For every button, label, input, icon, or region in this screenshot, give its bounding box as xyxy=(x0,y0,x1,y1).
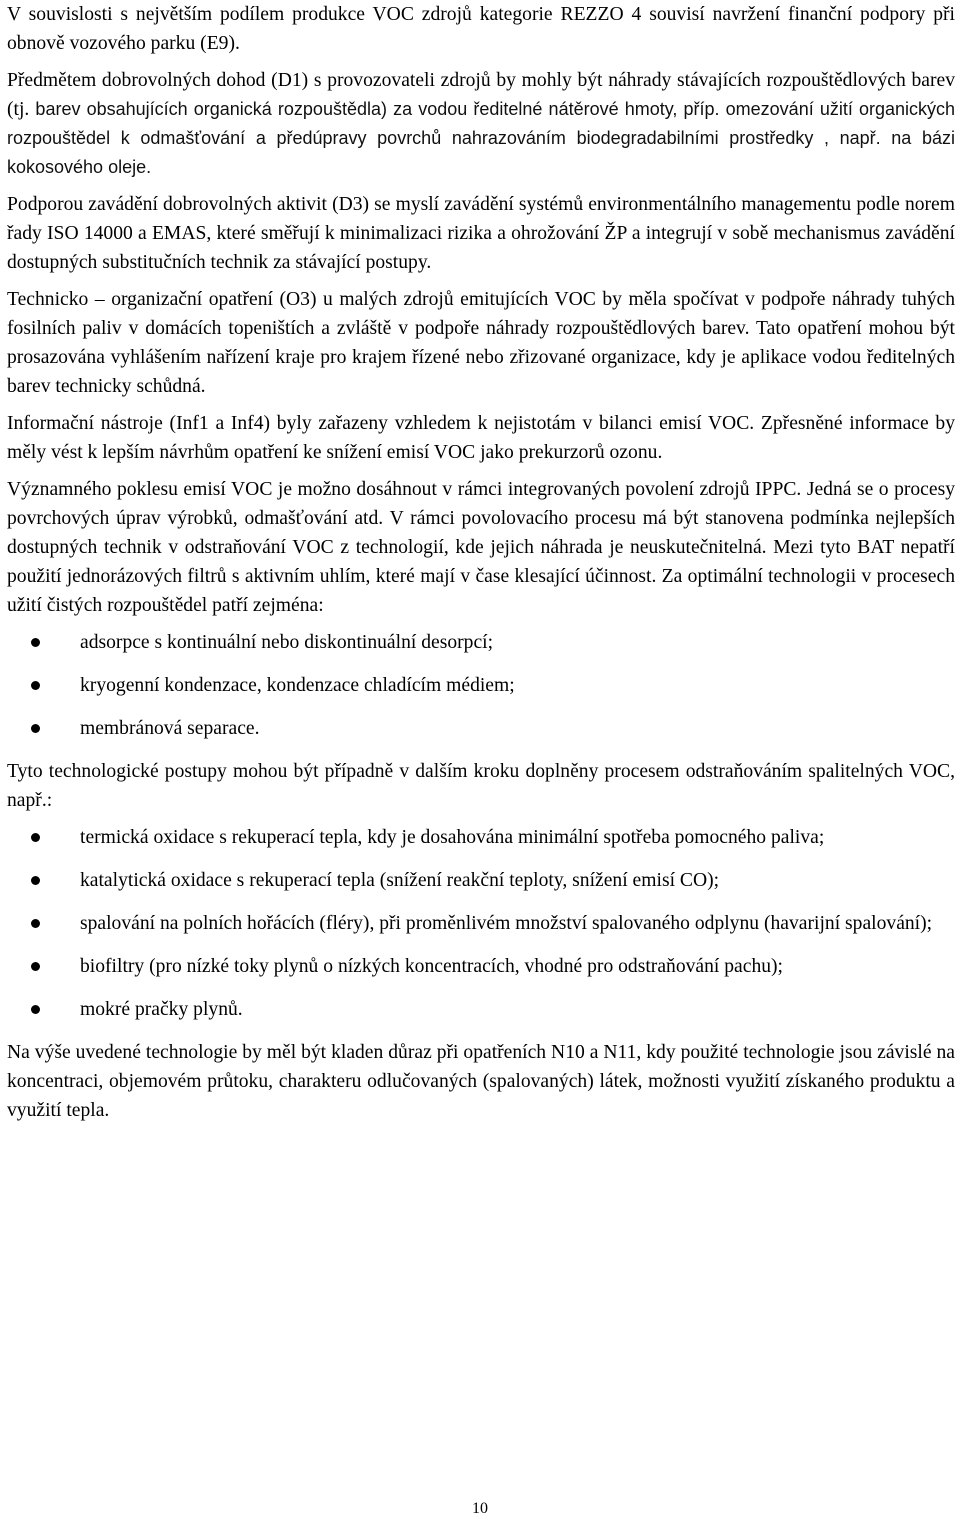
bullet-icon xyxy=(31,638,40,647)
list-item-text: termická oxidace s rekuperací tepla, kdy je dosahována minimální spotřeba pomocného paliva; xyxy=(80,827,825,848)
list-item-text: katalytická oxidace s rekuperací tepla (snížení reakční teploty, snížení emisí CO); xyxy=(80,870,720,891)
paragraph-voluntary-agreements-serif: Předmětem dobrovolných dohod (D1) s provozovateli zdrojů by mohly být náhrady stávajících rozpouštědlových barev (tj. xyxy=(7,70,955,120)
list-item xyxy=(7,671,955,700)
paragraph-voluntary-agreements-sans: barev obsahujících organická rozpouštědla) za vodou ředitelné nátěrové hmoty, příp. omezování užití organických rozpouštědel k odmašťování a předúpravy povrchů nahrazováním biodegradabilními prostředky , např. na bázi kokosového oleje. xyxy=(7,99,955,177)
bullet-icon xyxy=(31,962,40,971)
paragraph-voluntary-agreements xyxy=(7,66,955,182)
list-item xyxy=(7,714,955,743)
list-item xyxy=(7,952,955,981)
paragraph-vehicle-fleet: V souvislosti s největším podílem produkce VOC zdrojů kategorie REZZO 4 souvisí navržení finanční podpory při obnově vozového parku (E9). xyxy=(7,4,955,54)
bullet-icon xyxy=(31,1005,40,1014)
list-item-text: kryogenní kondenzace, kondenzace chladícím médiem; xyxy=(80,675,515,696)
list-item-text: adsorpce s kontinuální nebo diskontinuální desorpcí; xyxy=(80,632,494,653)
paragraph-n10-n11: Na výše uvedené technologie by měl být kladen důraz při opatřeních N10 a N11, kdy použité technologie jsou závislé na koncentraci, objemovém průtoku, charakteru odlučovaných (spalovaných) látek, možnosti využití získaného produktu a využití tepla. xyxy=(7,1042,955,1121)
paragraph-voluntary-activities: Podporou zavádění dobrovolných aktivit (D3) se myslí zavádění systémů environmentálního managementu podle norem řady ISO 14000 a EMAS, které směřují k minimalizaci rizika a ohrožování ŽP a integrují v sobě mechanismus zavádění dostupných substitučních technik za stávající postupy. xyxy=(7,194,955,273)
paragraph-ippc: Významného poklesu emisí VOC je možno dosáhnout v rámci integrovaných povolení zdrojů IPPC. Jedná se o procesy povrchových úprav výrobků, odmašťování atd. V rámci povolovacího procesu má být stanovena podmínka nejlepších dostupných technik v odstraňování VOC z technologií, kde jejich náhrada je neuskutečnitelná. Mezi tyto BAT nepatří použití jednorázových filtrů s aktivním uhlím, které mají v čase klesající účinnost. Za optimální technologii v procesech užití čistých rozpouštědel patří zejména: xyxy=(7,479,955,616)
page-number: 10 xyxy=(472,1500,488,1517)
list-item-text: membránová separace. xyxy=(80,718,260,739)
document-page xyxy=(7,0,955,1133)
paragraph-information-tools: Informační nástroje (Inf1 a Inf4) byly zařazeny vzhledem k nejistotám v bilanci emisí VOC. Zpřesněné informace by měly vést k lepším návrhům opatření ke snížení emisí VOC jako prekurzorů ozonu. xyxy=(7,413,955,463)
voc-removal-list xyxy=(7,823,955,1024)
bullet-icon xyxy=(31,833,40,842)
list-item xyxy=(7,909,955,938)
solvent-technologies-list xyxy=(7,628,955,743)
list-item-text: mokré pračky plynů. xyxy=(80,999,243,1020)
bullet-icon xyxy=(31,876,40,885)
list-item xyxy=(7,823,955,852)
bullet-icon xyxy=(31,724,40,733)
bullet-icon xyxy=(31,681,40,690)
list-item xyxy=(7,995,955,1024)
list-item xyxy=(7,628,955,657)
list-item-text: biofiltry (pro nízké toky plynů o nízkých koncentracích, vhodné pro odstraňování pachu); xyxy=(80,956,784,977)
paragraph-technical-measures: Technicko – organizační opatření (O3) u malých zdrojů emitujících VOC by měla spočívat v podpoře náhrady tuhých fosilních paliv v domácích topeništích a zvláště v podpoře náhrady rozpouštědlových barev. Tato opatření mohou být prosazována vyhlášením nařízení kraje pro krajem řízené nebo zřizované organizace, kdy je aplikace vodou ředitelných barev technicky schůdná. xyxy=(7,289,955,397)
paragraph-combustible-voc: Tyto technologické postupy mohou být případně v dalším kroku doplněny procesem odstraňováním spalitelných VOC, např.: xyxy=(7,761,955,811)
list-item xyxy=(7,866,955,895)
list-item-text: spalování na polních hořácích (fléry), při proměnlivém množství spalovaného odplynu (havarijní spalování); xyxy=(80,913,933,934)
bullet-icon xyxy=(31,919,40,928)
